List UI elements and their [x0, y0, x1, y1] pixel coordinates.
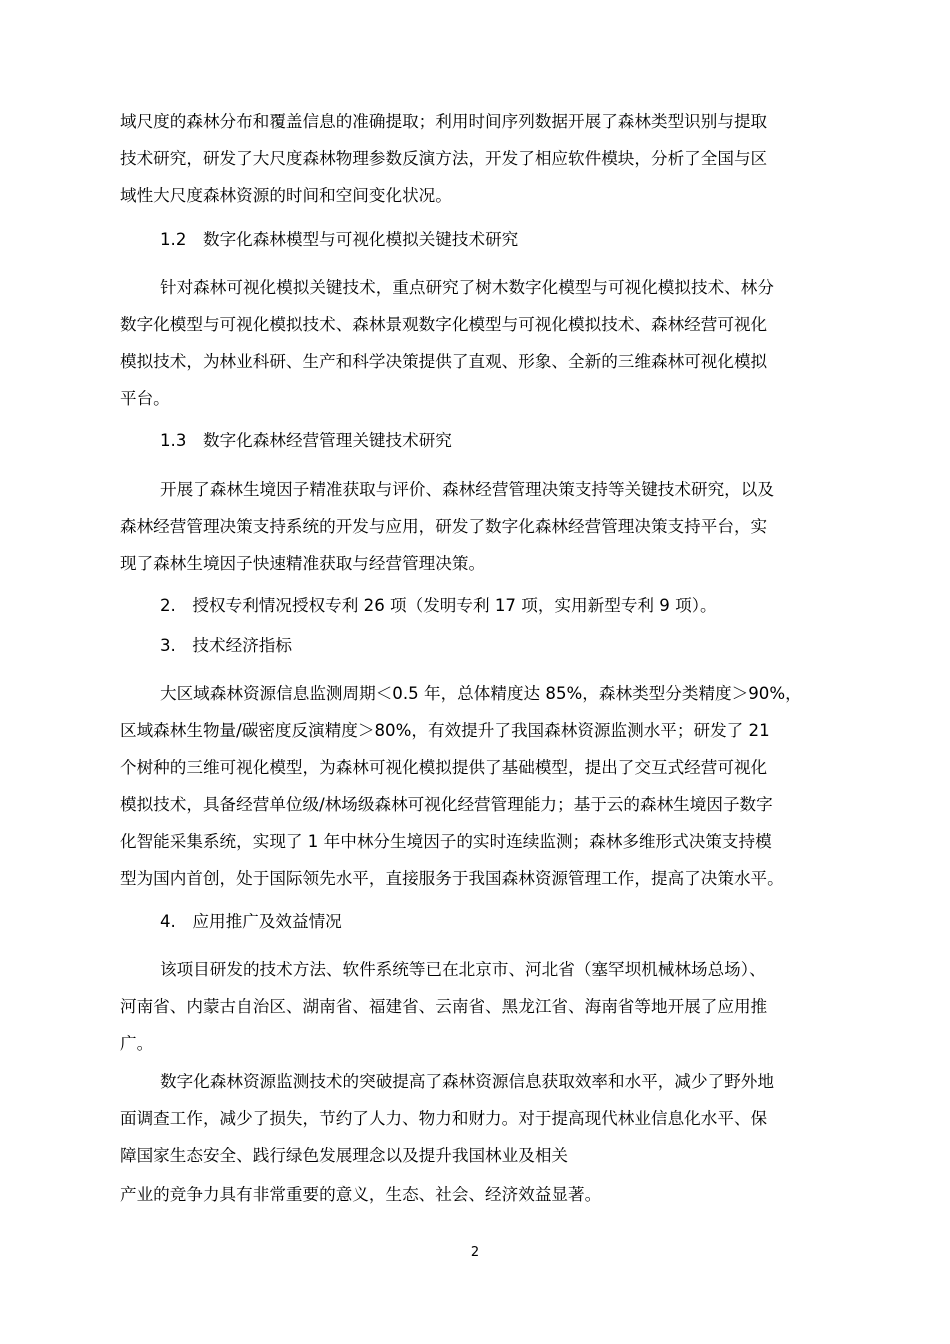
body-text-line: 型为国内首创，处于国际领先水平，直接服务于我国森林资源管理工作，提高了决策水平。 — [120, 869, 784, 888]
body-text-line: 平台。 — [120, 389, 170, 408]
body-text-line: 个树种的三维可视化模型，为森林可视化模拟提供了基础模型，提出了交互式经营可视化 — [120, 758, 768, 777]
body-text-line: 大区域森林资源信息监测周期＜0.5 年，总体精度达 85%，森林类型分类精度＞90%， — [160, 684, 802, 703]
body-text-line: 模拟技术，为林业科研、生产和科学决策提供了直观、形象、全新的三维森林可视化模拟 — [120, 352, 768, 371]
body-text-line: 森林经营管理决策支持系统的开发与应用，研发了数字化森林经营管理决策支持平台，实 — [120, 517, 768, 536]
body-text-line: 障国家生态安全、践行绿色发展理念以及提升我国林业及相关 — [120, 1146, 569, 1165]
page-number: 2 — [470, 1245, 480, 1260]
body-text-line: 域性大尺度森林资源的时间和空间变化状况。 — [120, 186, 452, 205]
body-text-line: 产业的竞争力具有非常重要的意义，生态、社会、经济效益显著。 — [120, 1185, 602, 1204]
body-text-line: 河南省、内蒙古自治区、湖南省、福建省、云南省、黑龙江省、海南省等地开展了应用推 — [120, 997, 768, 1016]
body-text-line: 现了森林生境因子快速精准获取与经营管理决策。 — [120, 554, 486, 573]
body-text-line: 广。 — [120, 1034, 154, 1053]
body-text-line: 模拟技术，具备经营单位级/林场级森林可视化经营管理能力；基于云的森林生境因子数字 — [120, 795, 773, 814]
body-text-line: 针对森林可视化模拟关键技术，重点研究了树木数字化模型与可视化模拟技术、林分 — [160, 278, 774, 297]
body-text-line: 该项目研发的技术方法、软件系统等已在北京市、河北省（塞罕坝机械林场总场）、 — [160, 960, 766, 979]
body-text-line: 面调查工作，减少了损失，节约了人力、物力和财力。对于提高现代林业信息化水平、保 — [120, 1109, 768, 1128]
body-text-line: 数字化模型与可视化模拟技术、森林景观数字化模型与可视化模拟技术、森林经营可视化 — [120, 315, 768, 334]
section-heading: 2. 授权专利情况授权专利 26 项（发明专利 17 项，实用新型专利 9 项）。 — [160, 596, 717, 615]
body-text-line: 化智能采集系统，实现了 1 年中林分生境因子的实时连续监测；森林多维形式决策支持模 — [120, 832, 772, 851]
section-heading: 3. 技术经济指标 — [160, 636, 292, 655]
section-heading: 1.2 数字化森林模型与可视化模拟关键技术研究 — [160, 230, 519, 249]
body-text-line: 域尺度的森林分布和覆盖信息的准确提取；利用时间序列数据开展了森林类型识别与提取 — [120, 112, 768, 131]
body-text-line: 开展了森林生境因子精准获取与评价、森林经营管理决策支持等关键技术研究，以及 — [160, 480, 774, 499]
body-text-line: 数字化森林资源监测技术的突破提高了森林资源信息获取效率和水平，减少了野外地 — [160, 1072, 774, 1091]
section-heading: 4. 应用推广及效益情况 — [160, 912, 342, 931]
body-text-line: 区域森林生物量/碳密度反演精度＞80%，有效提升了我国森林资源监测水平；研发了 21 — [120, 721, 770, 740]
body-text-line: 技术研究，研发了大尺度森林物理参数反演方法，开发了相应软件模块，分析了全国与区 — [120, 149, 768, 168]
section-heading: 1.3 数字化森林经营管理关键技术研究 — [160, 431, 452, 450]
